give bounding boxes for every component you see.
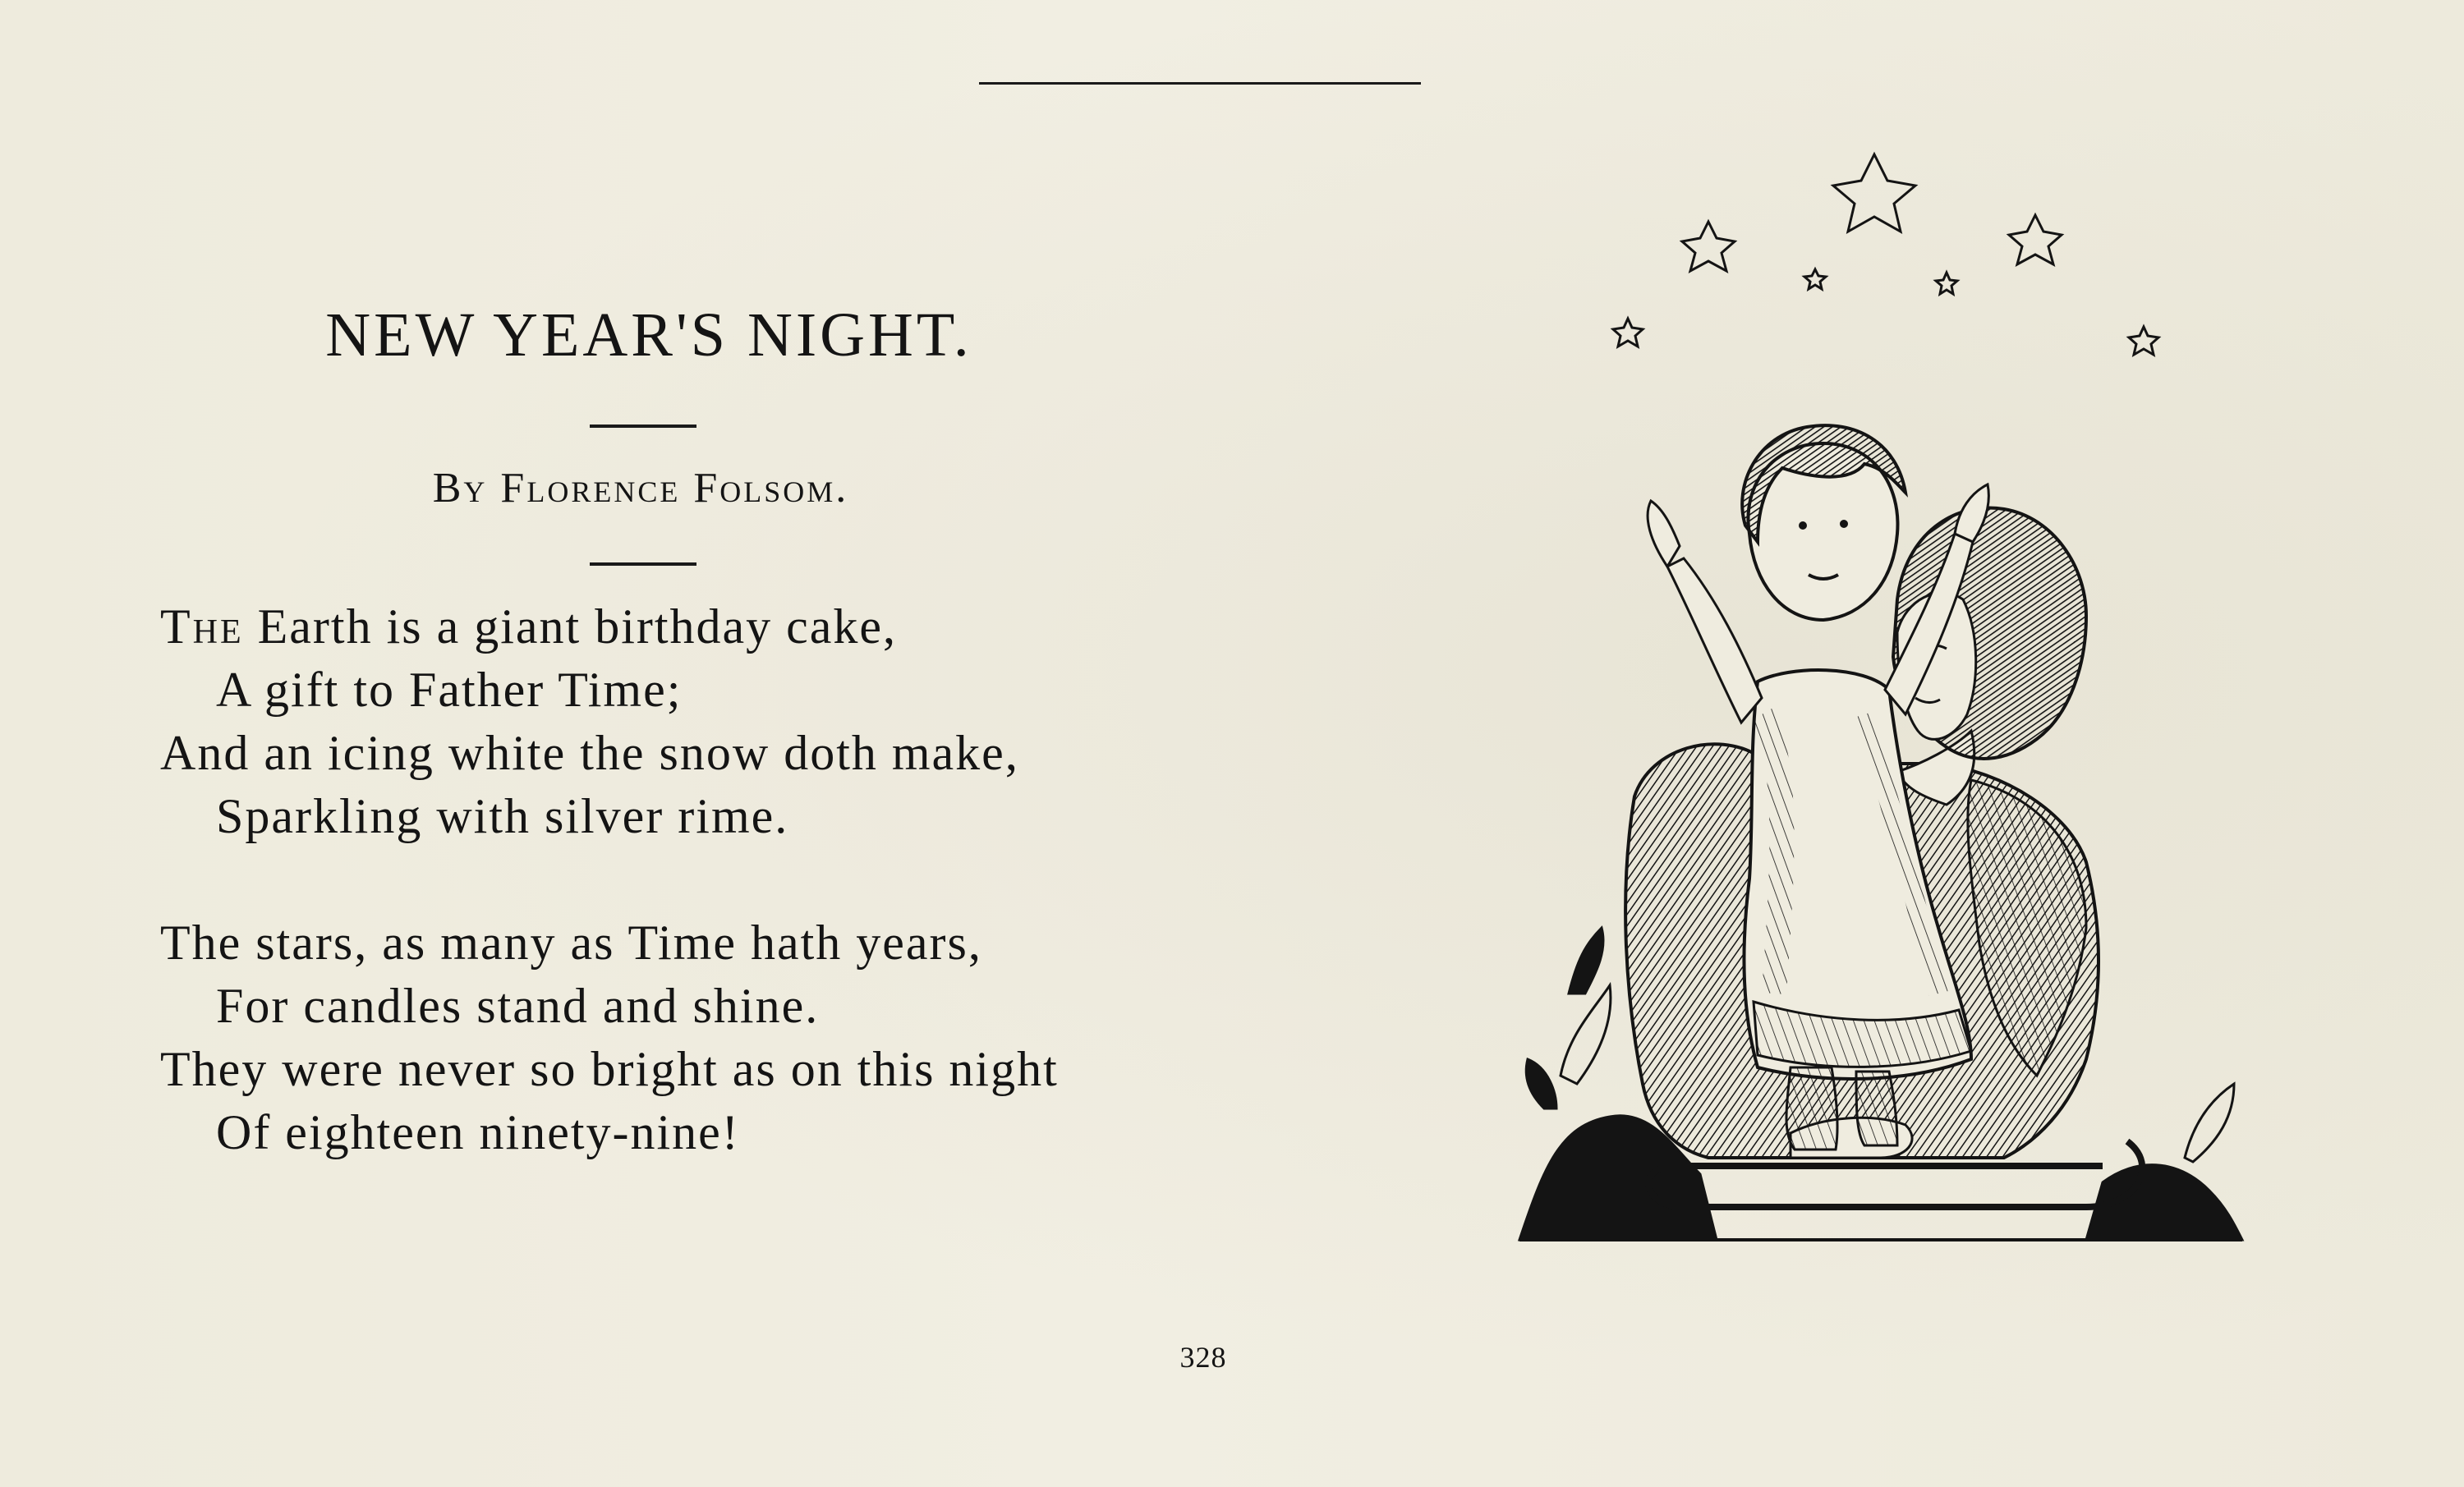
title-divider [590, 425, 696, 428]
top-rule [979, 82, 1421, 85]
byline-divider [590, 562, 696, 566]
star-icon [1833, 154, 1915, 232]
drop-word: The [160, 599, 244, 654]
poem-line: Sparkling with silver rime. [216, 789, 789, 843]
poem-title: NEW YEAR'S NIGHT. [325, 301, 972, 369]
star-icon [2009, 215, 2062, 264]
star-icon [2129, 327, 2158, 355]
star-icon [1613, 319, 1643, 347]
star-icon [1936, 273, 1957, 294]
mother-and-child-engraving-icon [1511, 140, 2250, 1256]
page-number: 328 [1179, 1341, 1227, 1374]
poem-line: They were never so bright as on this night [160, 1042, 1059, 1096]
poem-line [160, 595, 1228, 659]
poem-line: A gift to Father Time; [216, 663, 683, 717]
stars-group [1613, 154, 2158, 355]
poem-line-text: Earth is a giant birthday cake, [243, 599, 898, 654]
star-icon [1682, 222, 1735, 271]
poem-line: And an icing white the snow doth make, [160, 726, 1019, 780]
poem-line: The stars, as many as Time hath years, [160, 916, 982, 970]
poem-body [160, 595, 1228, 1164]
stanza-break [160, 848, 1228, 911]
poem-line: For candles stand and shine. [216, 979, 820, 1033]
poem-byline: By Florence Folsom. [432, 465, 849, 512]
poem-line: Of eighteen ninety-nine! [216, 1105, 740, 1159]
star-icon [1804, 269, 1826, 289]
